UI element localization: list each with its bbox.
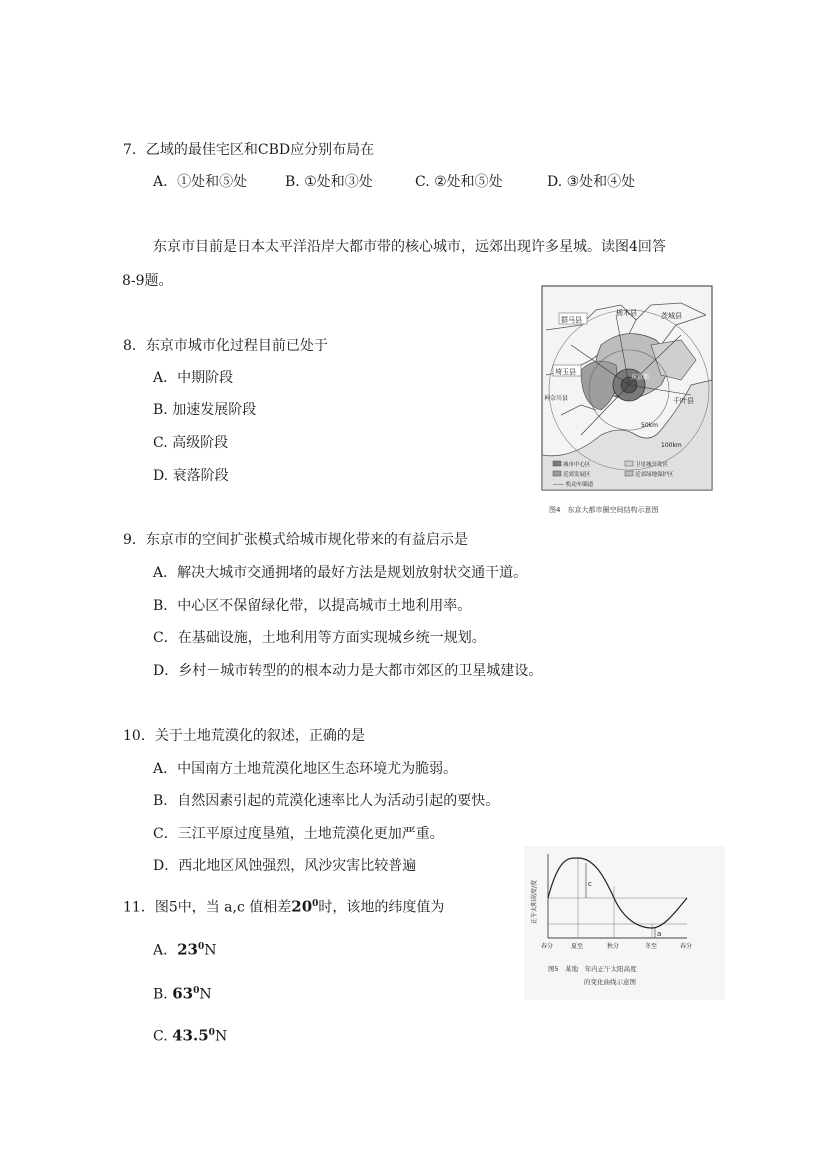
xtick-3: 冬至 <box>645 943 658 950</box>
q10-stem: 10．关于土地荒漠化的叙述，正确的是 <box>123 728 365 744</box>
figure-5-caption-2: 的变化曲线示意图 <box>584 978 636 986</box>
q9-option-b: B．中心区不保留绿化带，以提高城市土地利用率。 <box>153 598 472 614</box>
legend-urban-core: 城市中心区 <box>563 462 591 468</box>
label-kanagawa: 神奈川县 <box>544 395 569 402</box>
label-a: a <box>657 930 662 938</box>
xtick-4: 春分 <box>680 943 693 950</box>
label-chiba: 千叶县 <box>673 397 694 405</box>
q9-option-c: C．在基础设施，土地利用等方面实现城乡统一规划。 <box>153 630 486 646</box>
q8-stem: 8．东京市城市化过程目前已处于 <box>123 338 328 354</box>
q11-option-c <box>153 1024 227 1046</box>
legend-suburban-dev: 近郊发展区 <box>563 472 591 478</box>
xtick-0: 春分 <box>541 943 554 950</box>
q7-stem: 7．乙域的最佳宅区和CBD应分别布局在 <box>123 142 375 158</box>
q7-option-d: D. ③处和④处 <box>547 174 636 190</box>
q11-option-b <box>153 982 212 1004</box>
label-100km: 100km <box>661 442 682 449</box>
figure-5-caption-1: 图5 某地 年内正午太阳高度 <box>548 965 637 973</box>
figure-5-ylabel: 正午太阳高度/度 <box>531 879 538 924</box>
q11-option-b-sup: 0 <box>193 986 200 996</box>
q11-option-c-num: 43.5 <box>172 1026 209 1045</box>
q10-option-c: C．三江平原过度垦殖，土地荒漠化更加严重。 <box>153 826 444 842</box>
q11-option-a <box>153 938 217 960</box>
label-tokyo: 东京都 <box>631 374 650 381</box>
q11-option-c-sup: 0 <box>208 1028 215 1038</box>
q11-option-b-unit: N <box>199 986 212 1003</box>
legend-green-belt: 近郊绿地保护区 <box>635 472 674 478</box>
q10-option-a: A．中国南方土地荒漠化地区生态环境尤为脆弱。 <box>153 761 458 777</box>
q9-option-d: D．乡村－城市转型的的根本动力是大都市郊区的卫星城建设。 <box>153 663 543 679</box>
q11-option-c-label: C. <box>153 1028 173 1045</box>
q11-stem-sup: 0 <box>312 899 319 909</box>
q11-stem-pre: 11．图5中，当 a,c 值相差 <box>123 899 292 916</box>
label-gunma: 群马县 <box>561 316 582 324</box>
q8-option-a: A．中期阶段 <box>153 370 234 386</box>
q7-option-a: A．①处和⑤处 <box>153 174 248 190</box>
q8-option-b: B. 加速发展阶段 <box>153 402 257 418</box>
q11-option-a-sup: 0 <box>198 942 205 952</box>
label-50km: 50km <box>641 422 658 429</box>
q11-stem-num: 20 <box>291 897 313 916</box>
figure-5-sun-altitude-chart <box>524 846 725 1000</box>
q7-option-b: B. ①处和③处 <box>285 174 373 190</box>
xtick-1: 夏至 <box>571 943 584 950</box>
label-c: c <box>588 880 592 888</box>
q10-option-b: B．自然因素引起的荒漠化速率比人为活动引起的要快。 <box>153 793 500 809</box>
q11-option-a-num: 23 <box>177 940 198 959</box>
label-saitama: 埼玉县 <box>555 368 576 376</box>
xtick-2: 秋分 <box>607 943 620 950</box>
q11-option-b-label: B. <box>153 986 173 1003</box>
passage-line-2: 8-9题。 <box>122 273 173 289</box>
q11-stem-post: 时，该地的纬度值为 <box>318 899 445 916</box>
q9-stem: 9．东京市的空间扩张模式给城市规化带来的有益启示是 <box>123 532 468 548</box>
q11-option-a-label: A． <box>153 942 178 959</box>
q11-option-c-unit: N <box>214 1028 228 1045</box>
q8-option-c: C. 高级阶段 <box>153 435 229 451</box>
legend-ring-road: —— 机动车圈道 <box>553 482 594 488</box>
q9-option-a: A．解决大城市交通拥堵的最好方法是规划放射状交通干道。 <box>153 565 528 581</box>
label-ibaraki: 茨城县 <box>661 312 682 320</box>
q11-option-b-num: 63 <box>172 984 194 1003</box>
q8-option-d: D. 衰落阶段 <box>153 468 229 484</box>
q10-option-d: D．西北地区风蚀强烈，风沙灾害比较普遍 <box>153 858 417 874</box>
figure-4-caption: 图4 东京大都市圈空间结构示意图 <box>549 506 659 514</box>
q7-option-c: C. ②处和⑤处 <box>415 174 503 190</box>
label-tochigi: 栃木县 <box>616 309 637 317</box>
legend-satellite: 卫星城开发区 <box>635 462 669 468</box>
figure-4-tokyo-map <box>541 285 713 520</box>
q11-stem <box>123 895 444 917</box>
q11-option-a-unit: N <box>204 942 217 959</box>
passage-line-1: 东京市目前是日本太平洋沿岸大都市带的核心城市，远郊出现许多星城。读图4回答 <box>153 239 666 255</box>
